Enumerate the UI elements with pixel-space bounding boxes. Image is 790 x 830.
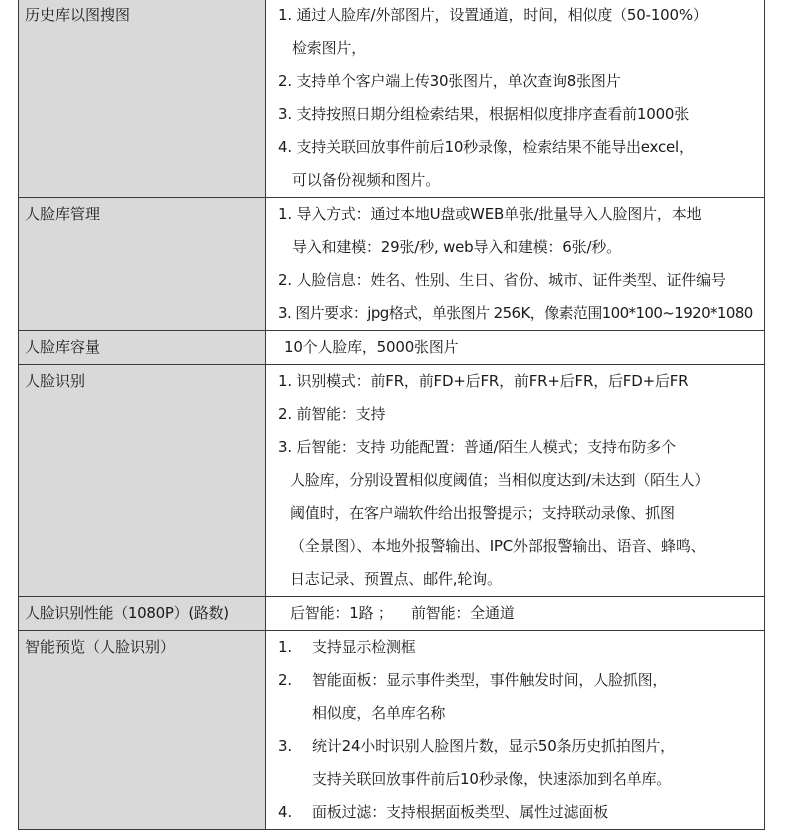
row-content (266, 631, 765, 830)
spec-row-face-library (19, 198, 765, 331)
spec-row-recognition-performance (19, 597, 765, 631)
list-text: 智能面板：显示事件类型，事件触发时间，人脸抓图， (312, 671, 668, 689)
list-text: 面板过滤：支持根据面板类型、属性过滤面板 (312, 803, 609, 821)
row-content (266, 331, 765, 365)
content-line: 可以备份视频和图片。 (292, 171, 441, 189)
list-continuation: 相似度，名单库名称 (312, 704, 446, 722)
list-item (266, 664, 764, 697)
list-item (266, 796, 764, 829)
spec-row-smart-preview (19, 631, 765, 830)
row-label: 智能预览（人脸识别） (19, 631, 266, 830)
list-number: 2. (278, 671, 292, 689)
row-label: 人脸识别性能（1080P）(路数) (19, 597, 266, 631)
row-label: 历史库以图搜图 (19, 0, 266, 198)
content-line: 3. 支持按照日期分组检索结果，根据相似度排序查看前1000张 (278, 105, 690, 123)
content-line: 2. 支持单个客户端上传30张图片，单次查询8张图片 (278, 72, 621, 90)
content-line: 1. 通过人脸库/外部图片，设置通道，时间，相似度（50-100%） (278, 6, 708, 24)
list-number: 1. (278, 638, 292, 656)
content-line: 检索图片， (292, 39, 367, 57)
content-line: 2. 人脸信息：姓名、性别、生日、省份、城市、证件类型、证件编号 (278, 271, 726, 289)
row-label: 人脸库容量 (19, 331, 266, 365)
spec-table (18, 0, 765, 830)
content-line: 后智能：1路 ； 前智能：全通道 (290, 604, 515, 622)
content-line: （全景图）、本地外报警输出、IPC外部报警输出、语音、蜂鸣、 (290, 537, 706, 555)
content-line: 导入和建模：29张/秒, web导入和建模：6张/秒。 (292, 238, 621, 256)
content-line: 1. 导入方式：通过本地U盘或WEB单张/批量导入人脸图片，本地 (278, 205, 702, 223)
list-item (266, 631, 764, 664)
spec-row-face-recognition (19, 365, 765, 597)
content-line: 人脸库，分别设置相似度阈值；当相似度达到/未达到（陌生人） (290, 471, 710, 489)
content-line: 10个人脸库，5000张图片 (284, 338, 459, 356)
row-content (266, 365, 765, 597)
content-line: 3. 后智能：支持 功能配置：普通/陌生人模式；支持布防多个 (278, 438, 676, 456)
row-content (266, 0, 765, 198)
content-line: 1. 识别模式：前FR，前FD+后FR，前FR+后FR，后FD+后FR (278, 372, 689, 390)
row-content (266, 597, 765, 631)
row-label: 人脸识别 (19, 365, 266, 597)
spec-row-library-capacity (19, 331, 765, 365)
list-item (266, 730, 764, 763)
row-content (266, 198, 765, 331)
list-continuation: 支持关联回放事件前后10秒录像，快速添加到名单库。 (312, 770, 672, 788)
spec-row-history-search (19, 0, 765, 198)
list-number: 4. (278, 803, 292, 821)
list-text: 支持显示检测框 (312, 638, 416, 656)
row-label: 人脸库管理 (19, 198, 266, 331)
list-text: 统计24小时识别人脸图片数，显示50条历史抓拍图片， (312, 737, 675, 755)
content-line: 阈值时，在客户端软件给出报警提示；支持联动录像、抓图 (290, 504, 675, 522)
content-line: 2. 前智能：支持 (278, 405, 386, 423)
content-line: 4. 支持关联回放事件前后10秒录像，检索结果不能导出excel， (278, 138, 694, 156)
content-line: 日志记录、预置点、邮件,轮询。 (290, 570, 502, 588)
content-line: 3. 图片要求：jpg格式，单张图片 256K，像素范围100*100~1920*1080 (278, 304, 753, 322)
list-number: 3. (278, 737, 292, 755)
